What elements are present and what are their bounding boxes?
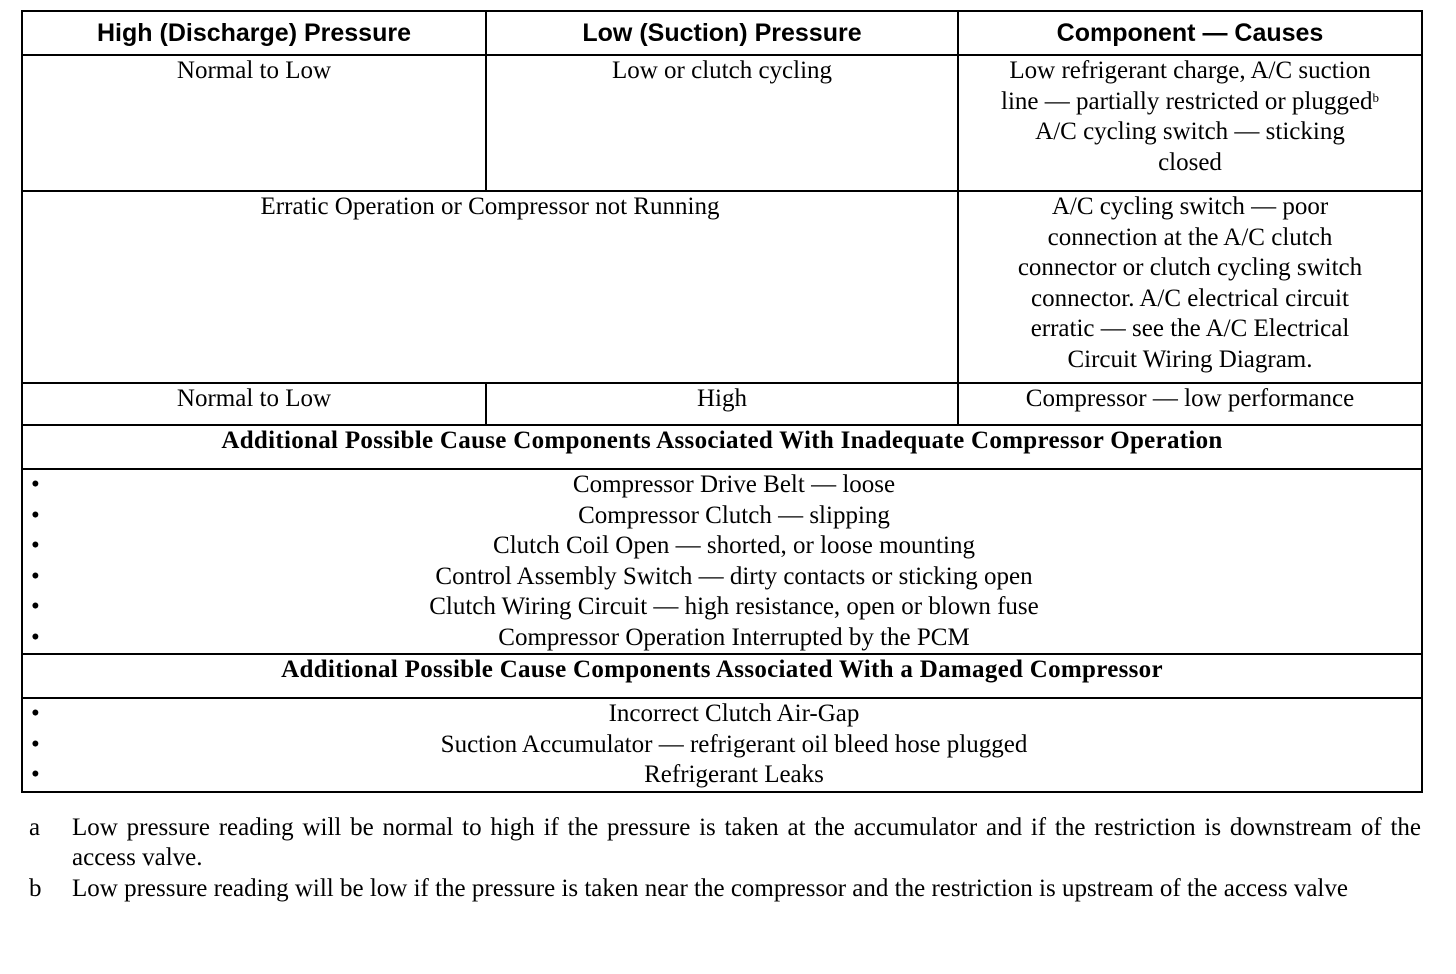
table-row	[22, 191, 1422, 383]
causes-line: connector. A/C electrical circuit	[1031, 284, 1349, 312]
bullet-icon: •	[31, 501, 40, 529]
bullet-icon: •	[31, 761, 40, 788]
causes-line: line — partially restricted or plugged	[1001, 87, 1373, 115]
section-list-inadequate-operation	[22, 469, 1422, 654]
pressure-diagnosis-table	[21, 10, 1423, 793]
footnote-text: Low pressure reading will be low if the pressure is taken near the compressor and the restriction is upstream of the access valve	[72, 874, 1348, 902]
header-row	[22, 11, 1422, 55]
footnote-b	[21, 874, 1421, 905]
section-list-row	[22, 469, 1422, 654]
section-title-damaged-compressor: Additional Possible Cause Components Associated With a Damaged Compressor	[22, 654, 1422, 698]
causes-line: A/C cycling switch — poor	[1051, 193, 1329, 220]
cell-high-pressure: Normal to Low	[22, 383, 486, 425]
cell-causes	[958, 191, 1422, 383]
section-header-row	[22, 425, 1422, 469]
table-row	[22, 55, 1422, 191]
section-header-row	[22, 654, 1422, 698]
cell-high-pressure: Normal to Low	[22, 55, 486, 191]
bullet-icon: •	[31, 562, 40, 590]
header-high-pressure: High (Discharge) Pressure	[22, 11, 486, 55]
bullet-icon: •	[31, 593, 40, 620]
list-item: • Refrigerant Leaks	[29, 760, 1415, 791]
list-item: • Suction Accumulator — refrigerant oil bleed hose plugged	[29, 730, 1415, 761]
footnote-mark: a	[29, 813, 41, 841]
header-component-causes: Component — Causes	[958, 11, 1422, 55]
bullet-icon: •	[31, 623, 40, 651]
causes-line: Circuit Wiring Diagram.	[1067, 345, 1313, 373]
footnote-mark: b	[29, 874, 42, 902]
causes-line: closed	[1158, 148, 1222, 176]
bullet-icon: •	[31, 532, 40, 559]
section-title-inadequate-operation: Additional Possible Cause Components Associated With Inadequate Compressor Operation	[22, 425, 1422, 469]
cell-causes	[958, 55, 1422, 191]
bullet-icon: •	[31, 730, 40, 758]
causes-line: Low refrigerant charge, A/C suction	[1009, 57, 1371, 84]
footnote-ref: b	[1372, 89, 1379, 105]
list-item: • Control Assembly Switch — dirty contacts or sticking open	[29, 562, 1415, 593]
cell-causes: Compressor — low performance	[958, 383, 1422, 425]
header-low-pressure: Low (Suction) Pressure	[486, 11, 958, 55]
section-list-row	[22, 698, 1422, 792]
table-row	[22, 383, 1422, 425]
causes-line: A/C cycling switch — sticking	[1035, 118, 1345, 145]
list-item: • Incorrect Clutch Air-Gap	[29, 699, 1415, 730]
list-item: • Clutch Wiring Circuit — high resistance, open or blown fuse	[29, 592, 1415, 623]
causes-line: connector or clutch cycling switch	[1017, 254, 1363, 281]
list-item: • Compressor Clutch — slipping	[29, 501, 1415, 532]
cell-low-pressure: Low or clutch cycling	[486, 55, 958, 191]
diagnosis-document	[21, 10, 1421, 904]
list-item: • Compressor Operation Interrupted by the PCM	[29, 623, 1415, 654]
bullet-icon: •	[31, 700, 40, 727]
list-item: • Clutch Coil Open — shorted, or loose mounting	[29, 531, 1415, 562]
footnote-text: Low pressure reading will be normal to high if the pressure is taken at the accumulator and if the restriction is downstream of the access valve.	[72, 813, 1421, 871]
causes-line: erratic — see the A/C Electrical	[1030, 315, 1350, 342]
bullet-icon: •	[31, 471, 40, 498]
cell-low-pressure: High	[486, 383, 958, 425]
cell-merged-condition: Erratic Operation or Compressor not Running	[22, 191, 958, 383]
causes-line: connection at the A/C clutch	[1047, 223, 1333, 251]
footnotes	[21, 813, 1421, 905]
bullet-list	[29, 699, 1415, 791]
footnote-a	[21, 813, 1421, 874]
section-list-damaged-compressor	[22, 698, 1422, 792]
list-item: • Compressor Drive Belt — loose	[29, 470, 1415, 501]
bullet-list	[29, 470, 1415, 653]
